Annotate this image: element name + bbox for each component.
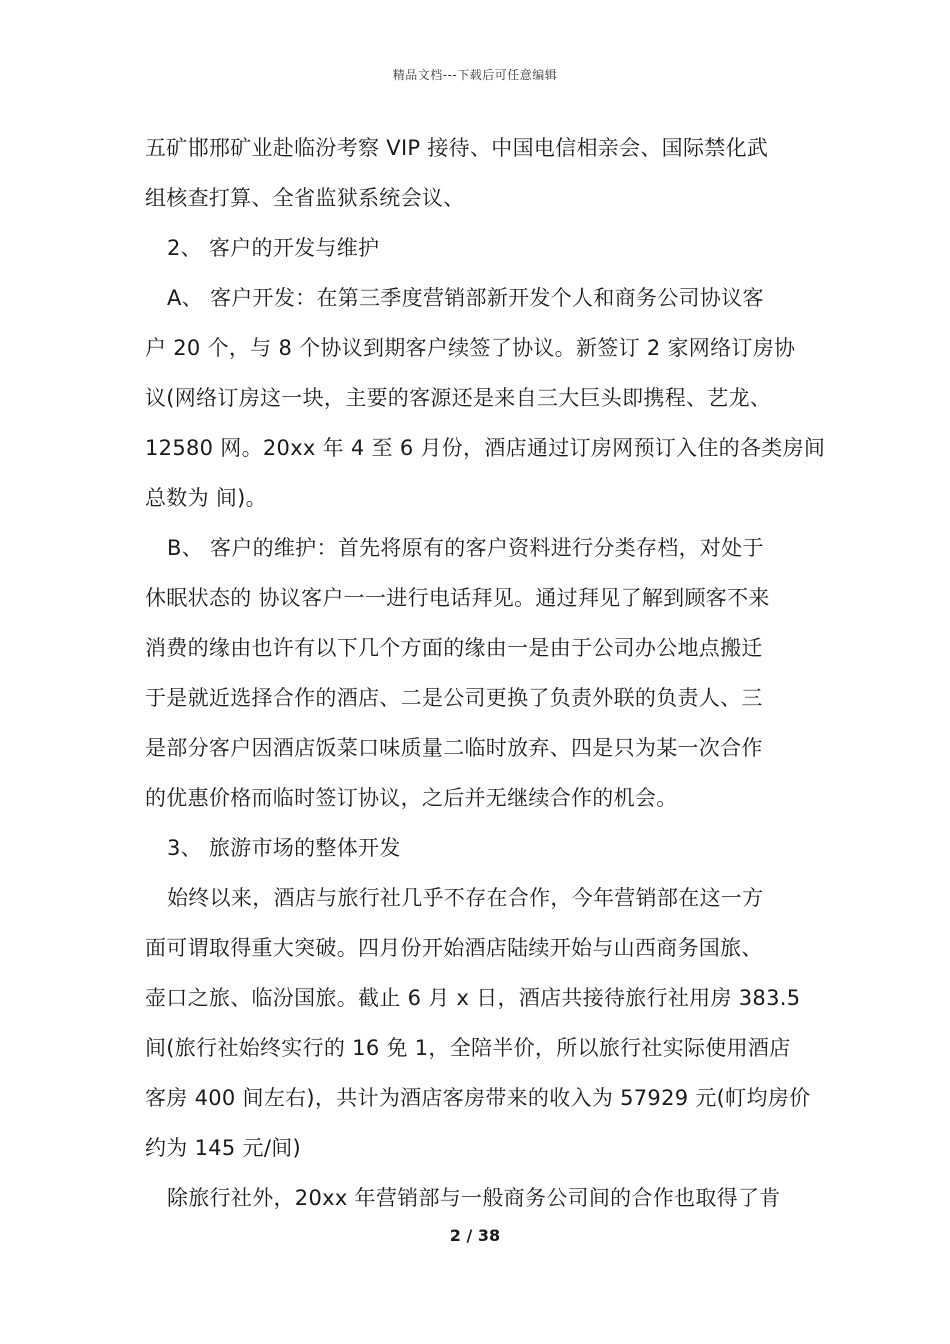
text-line: 始终以来，酒店与旅行社几乎不存在合作，今年营销部在这一方: [167, 886, 764, 910]
total-pages: 38: [477, 1226, 501, 1245]
text-line: 壶口之旅、临汾国旅。截止 6 月 x 日，酒店共接待旅行社用房 383.5: [145, 986, 801, 1010]
text-line: 是部分客户因酒店饭菜口味质量二临时放弃、四是只为某一次合作: [145, 736, 763, 760]
text-line: 客房 400 间左右)，共计为酒店客房带来的收入为 57929 元(帄均房价: [145, 1086, 811, 1110]
text-line: 12580 网。20xx 年 4 至 6 月份，酒店通过订房网预订入住的各类房间: [145, 436, 826, 460]
page-header: 精品文档---下载后可任意编辑: [392, 68, 558, 82]
text-line: B、 客户的维护：首先将原有的客户资料进行分类存档，对处于: [167, 536, 764, 560]
page-separator: /: [460, 1226, 478, 1245]
section-heading: 3、 旅游市场的整体开发: [167, 836, 401, 860]
section-heading: 2、 客户的开发与维护: [167, 236, 380, 260]
page-number: [0, 1226, 950, 1245]
document-body: [145, 126, 825, 1226]
text-line: 休眠状态的 协议客户一一进行电话拜见。通过拜见了解到顾客不来: [145, 586, 770, 610]
text-line: 于是就近选择合作的酒店、二是公司更换了负责外联的负责人、三: [145, 686, 763, 710]
text-line: 间(旅行社始终实行的 16 免 1，全陪半价，所以旅行社实际使用酒店: [145, 1036, 791, 1060]
text-line: 总数为 间)。: [145, 486, 267, 510]
text-line: 除旅行社外，20xx 年营销部与一般商务公司间的合作也取得了肯: [167, 1186, 781, 1210]
text-line: 议(网络订房这一块，主要的客源还是来自三大巨头即携程、艺龙、: [145, 386, 772, 410]
text-line: 消费的缘由也许有以下几个方面的缘由一是由于公司办公地点搬迁: [145, 636, 763, 660]
text-line: 的优惠价格而临时签订协议，之后并无继续合作的机会。: [145, 786, 678, 810]
current-page: 2: [449, 1226, 461, 1245]
text-line: 组核查打算、全省监狱系统会议、: [145, 186, 465, 210]
text-line: A、 客户开发：在第三季度营销部新开发个人和商务公司协议客: [167, 286, 764, 310]
text-line: 约为 145 元/间): [145, 1136, 302, 1160]
text-line: 五矿邯邢矿业赴临汾考察 VIP 接待、中国电信相亲会、国际禁化武: [145, 136, 769, 160]
text-line: 户 20 个，与 8 个协议到期客户续签了协议。新签订 2 家网络订房协: [145, 336, 796, 360]
text-line: 面可谓取得重大突破。四月份开始酒店陆续开始与山西商务国旅、: [145, 936, 763, 960]
